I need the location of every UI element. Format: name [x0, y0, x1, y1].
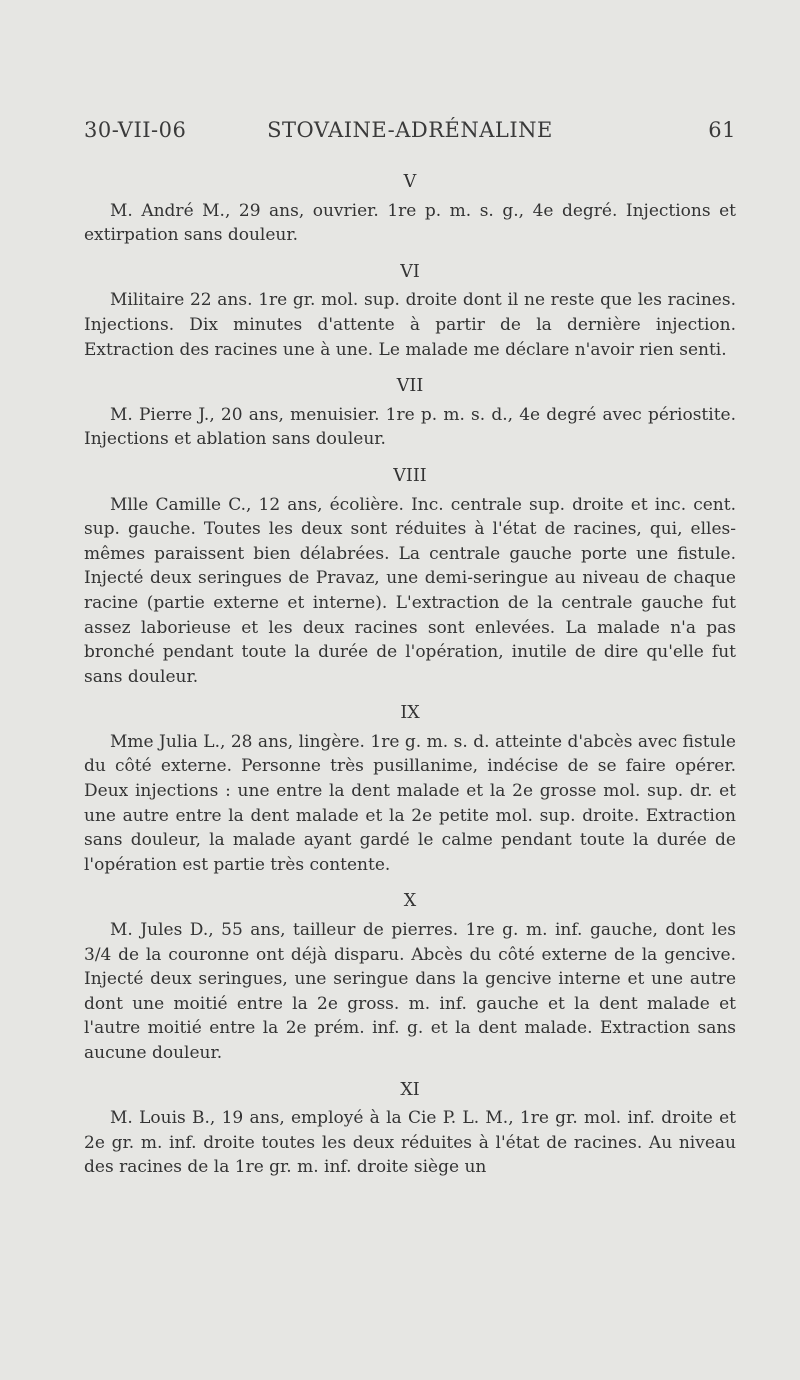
section-paragraph: Militaire 22 ans. 1re gr. mol. sup. droite dont il ne reste que les racines. Injections. Dix minutes d'attente à partir de la dernière injection. Extraction des racines une à une. Le malade me déclare n'avoir rien senti. — [84, 290, 736, 360]
case-section — [84, 1078, 736, 1180]
section-number: VIII — [393, 465, 427, 486]
case-section — [84, 374, 736, 452]
case-section — [84, 170, 736, 248]
section-number: X — [403, 891, 417, 912]
section-paragraph: M. Pierre J., 20 ans, menuisier. 1re p. m. s. d., 4e degré avec périostite. Injections et ablation sans douleur. — [84, 404, 736, 450]
header-date: 30-VII-06 — [84, 118, 187, 142]
section-paragraph: Mme Julia L., 28 ans, lingère. 1re g. m. s. d. atteinte d'abcès avec fistule du côté externe. Personne très pusillanime, indécise de se faire opérer. Deux injections : une entre la dent malade et la 2e grosse mol. sup. dr. et une autre entre la dent malade et la 2e petite mol. sup. droite. Extraction sans douleur, la malade ayant gardé le calme pendant toute la durée de l'opération est partie très contente. — [84, 731, 736, 875]
section-paragraph: M. Jules D., 55 ans, tailleur de pierres. 1re g. m. inf. gauche, dont les 3/4 de la couronne ont déjà disparu. Abcès du côté externe de la gencive. Injecté deux seringues, une seringue dans la gencive interne et une autre dont une moitié entre la 2e gross. m. inf. gauche et la dent malade et l'autre moitié entre la 2e prém. inf. g. et la dent malade. Extraction sans aucune douleur. — [84, 920, 736, 1063]
case-section — [84, 260, 736, 362]
page-number: 61 — [708, 118, 736, 142]
case-section — [84, 464, 736, 689]
section-number: VI — [400, 261, 420, 282]
section-paragraph: M. André M., 29 ans, ouvrier. 1re p. m. s. g., 4e degré. Injections et extirpation sans douleur. — [84, 200, 736, 246]
section-paragraph: Mlle Camille C., 12 ans, écolière. Inc. centrale sup. droite et inc. cent. sup. gauche. Toutes les deux sont réduites à l'état de racines, qui, elles-mêmes paraissent bien délabrées. La centrale gauche porte une fistule. Injecté deux seringues de Pravaz, une demi-seringue au niveau de chaque racine (partie externe et interne). L'extraction de la centrale gauche fut assez laborieuse et les deux racines sont enlevées. La malade n'a pas bronché pendant toute la durée de l'opération, inutile de dire qu'elle fut sans douleur. — [84, 494, 736, 687]
section-number: IX — [400, 703, 420, 724]
case-section — [84, 701, 736, 877]
section-number: XI — [400, 1079, 420, 1100]
section-number: V — [403, 172, 417, 192]
section-number: VII — [396, 376, 424, 397]
case-section — [84, 889, 736, 1065]
section-paragraph: M. Louis B., 19 ans, employé à la Cie P. L. M., 1re gr. mol. inf. droite et 2e gr. m. inf. droite toutes les deux réduites à l'état de racines. Au niveau des racines de la 1re gr. m. inf. droite siège un — [84, 1108, 736, 1178]
page-body — [84, 170, 736, 1192]
header-title: STOVAINE-ADRÉNALINE — [267, 118, 553, 142]
